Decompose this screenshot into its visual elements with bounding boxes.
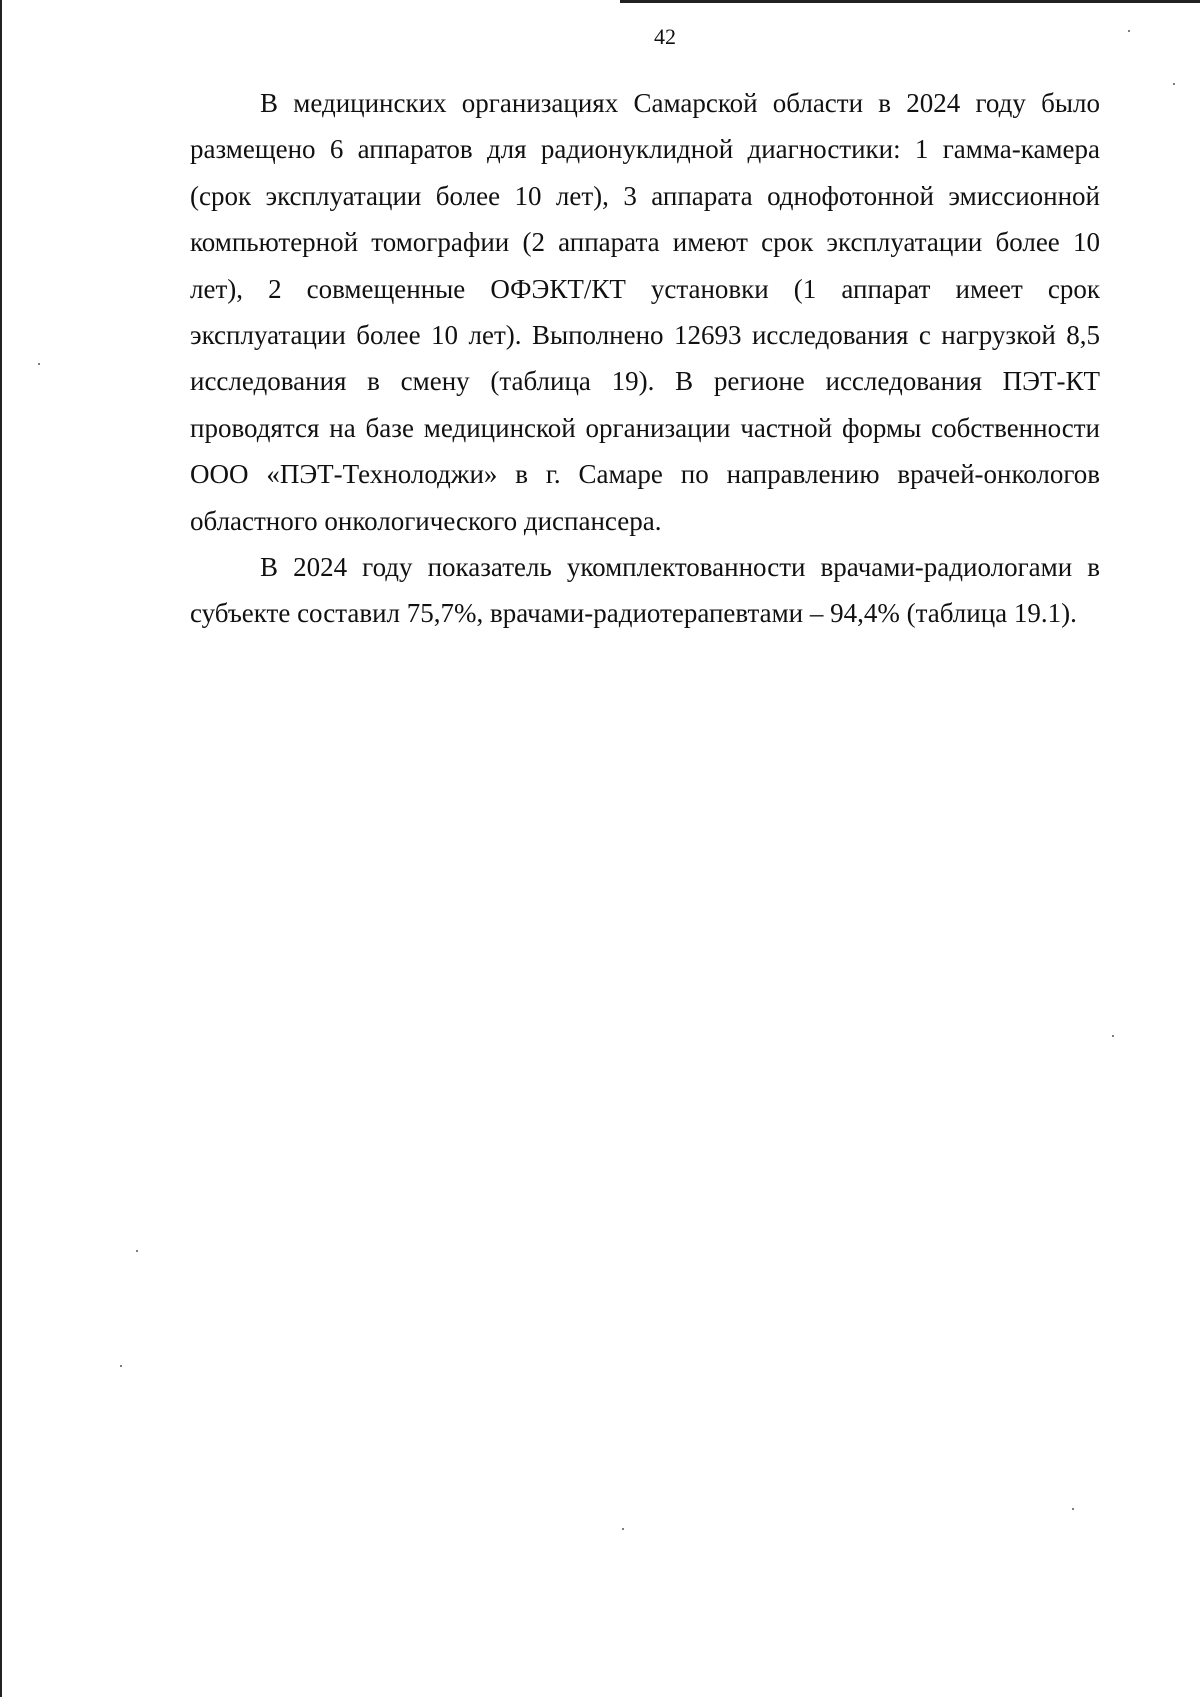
paragraph-equipment: В медицинских организациях Самарской области в 2024 году было размещено 6 аппаратов для радионуклидной диагностики: 1 гамма-камера (срок эксплуатации более 10 лет), 3 аппарата однофотонной эмиссионной компьютерной томографии (2 аппарата имеют срок эксплуатации более 10 лет), 2 совмещенные ОФЭКТ/КТ установки (1 аппарат имеет срок эксплуатации более 10 лет). Выполнено 12693 исследования с нагрузкой 8,5 исследования в смену (таблица 19). В регионе исследования ПЭТ-КТ проводятся на базе медицинской организации частной формы собственности ООО «ПЭТ-Технолоджи» в г. Самаре по направлению врачей-онкологов областного онкологического диспансера.: [190, 88, 1100, 536]
body-text: [190, 80, 1100, 637]
scan-speck: [622, 1528, 624, 1530]
page-number: 42: [654, 24, 676, 49]
scan-speck: [136, 1250, 138, 1252]
scan-top-edge: [620, 0, 1200, 3]
scan-left-edge: [0, 0, 2, 1697]
scan-speck: [1072, 1508, 1074, 1510]
scan-speck: [120, 1365, 122, 1367]
paragraph-staffing: В 2024 году показатель укомплектованности врачами-радиологами в субъекте составил 75,7%, врачами-радиотерапевтами – 94,4% (таблица 19.1).: [190, 552, 1100, 629]
scan-speck: [1112, 1035, 1114, 1037]
scan-speck: [1128, 30, 1130, 32]
scan-speck: [38, 363, 40, 365]
scan-speck: [1173, 83, 1175, 85]
